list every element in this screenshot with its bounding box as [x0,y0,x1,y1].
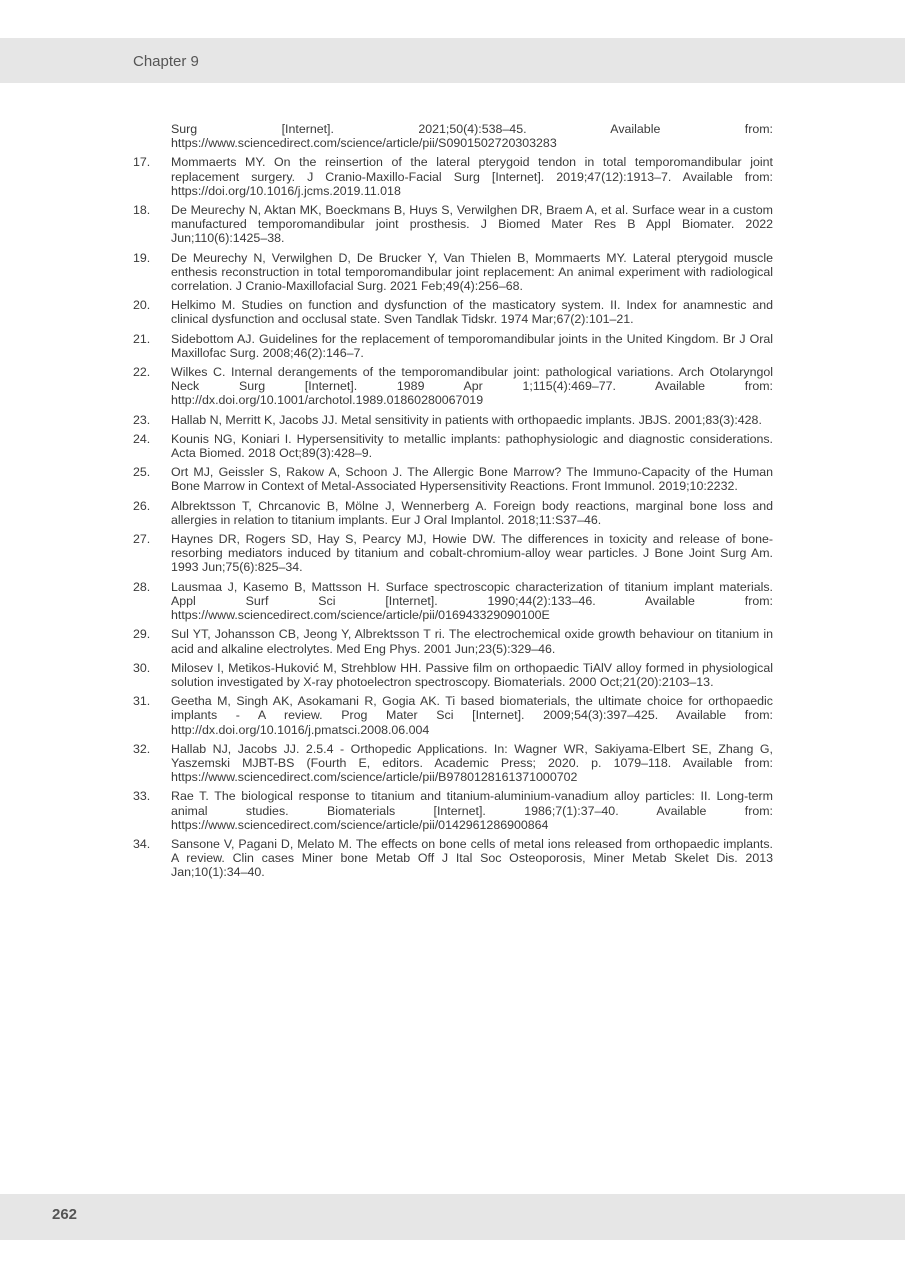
reference-number: 22. [133,365,151,380]
reference-text: Wilkes C. Internal derangements of the temporomandibular joint: pathological variations. Arch Otolaryngol Neck Surg [Internet]. 1989 Apr 1;115(4):469–77. Available from: http://dx.doi.org/10.1001/archotol.1989.01860280067019 [171,365,773,408]
reference-19 [133,251,773,294]
reference-number: 20. [133,298,151,313]
reference-number: 30. [133,660,151,675]
reference-number: 29. [133,627,151,642]
reference-23 [133,413,773,427]
reference-28 [133,580,773,623]
reference-21 [133,332,773,360]
reference-number: 27. [133,532,151,547]
reference-text: De Meurechy N, Aktan MK, Boeckmans B, Huys S, Verwilghen DR, Braem A, et al. Surface wear in a custom manufactured temporomandibular joint prosthesis. J Biomed Mater Res B Appl Biomater. 2022 Jun;110(6):1425–38. [171,203,773,246]
page-number: 262 [52,1206,78,1223]
reference-30 [133,661,773,689]
reference-number: 26. [133,498,151,513]
reference-number: 18. [133,203,151,218]
reference-text: Haynes DR, Rogers SD, Hay S, Pearcy MJ, Howie DW. The differences in toxicity and release of bone-resorbing mediators induced by titanium and cobalt-chromium-alloy wear particles. J Bone Joint Surg Am. 1993 Jun;75(6):825–34. [171,532,773,575]
reference-text: Sidebottom AJ. Guidelines for the replacement of temporomandibular joints in the United Kingdom. Br J Oral Maxillofac Surg. 2008;46(2):146–7. [171,331,773,360]
reference-text: Milosev I, Metikos-Huković M, Strehblow HH. Passive film on orthopaedic TiAlV alloy formed in physiological solution investigated by X-ray photoelectron spectroscopy. Biomaterials. 2000 Oct;21(20):2103–13. [171,660,773,689]
reference-number: 21. [133,331,151,346]
reference-number: 34. [133,836,151,851]
reference-27 [133,532,773,575]
reference-text: Ort MJ, Geissler S, Rakow A, Schoon J. The Allergic Bone Marrow? The Immuno-Capacity of the Human Bone Marrow in Context of Metal-Associated Hypersensitivity Reactions. Front Immunol. 2019;10:2232. [171,465,773,494]
reference-text: Sansone V, Pagani D, Melato M. The effects on bone cells of metal ions released from orthopaedic implants. A review. Clin cases Miner bone Metab Off J Ital Soc Osteoporosis, Miner Metab Skelet Dis. 2013 Jan;10(1):34–40. [171,836,773,880]
reference-33 [133,789,773,832]
reference-text: Rae T. The biological response to titanium and titanium-aluminium-vanadium alloy particles: II. Long-term animal studies. Biomaterials [Internet]. 1986;7(1):37–40. Available from: https://www.sciencedirect.com/science/article/pii/0142961286900864 [171,789,773,832]
reference-number-blank [133,122,171,150]
reference-text: Albrektsson T, Chrcanovic B, Mölne J, Wennerberg A. Foreign body reactions, marginal bone loss and allergies in relation to titanium implants. Eur J Oral Implantol. 2018;11:S37–46. [171,498,773,527]
reference-24 [133,432,773,460]
reference-20 [133,298,773,326]
reference-number: 23. [133,412,151,427]
reference-32 [133,742,773,785]
reference-number: 33. [133,789,151,804]
chapter-title: Chapter 9 [133,53,199,70]
reference-text: De Meurechy N, Verwilghen D, De Brucker Y, Van Thielen B, Mommaerts MY. Lateral pterygoid muscle enthesis reconstruction in total temporomandibular joint replacement: An animal experiment with radiological correlation. J Cranio-Maxillofacial Surg. 2021 Feb;49(4):256–68. [171,250,773,294]
reference-34 [133,837,773,880]
reference-number: 19. [133,250,151,265]
reference-number: 31. [133,694,151,709]
reference-31 [133,694,773,737]
reference-17 [133,155,773,198]
reference-25 [133,465,773,493]
reference-26 [133,499,773,527]
reference-29 [133,627,773,655]
reference-18 [133,203,773,246]
reference-number: 25. [133,465,151,480]
reference-22 [133,365,773,408]
reference-text: Geetha M, Singh AK, Asokamani R, Gogia AK. Ti based biomaterials, the ultimate choice for orthopaedic implants - A review. Prog Mater Sci [Internet]. 2009;54(3):397–425. Available from: http://dx.doi.org/10.1016/j.pmatsci.2008.06.004 [171,694,773,737]
reference-text: Mommaerts MY. On the reinsertion of the lateral pterygoid tendon in total temporomandibular joint replacement surgery. J Cranio-Maxillo-Facial Surg [Internet]. 2019;47(12):1913–7. Available from: https://doi.org/10.1016/j.jcms.2019.11.018 [171,155,773,198]
reference-continuation [133,122,773,150]
reference-text: Lausmaa J, Kasemo B, Mattsson H. Surface spectroscopic characterization of titanium implant materials. Appl Surf Sci [Internet]. 1990;44(2):133–46. Available from: https://www.sciencedirect.com/science/article/pii/016943329090100E [171,579,773,623]
reference-text: Kounis NG, Koniari I. Hypersensitivity to metallic implants: pathophysiologic and diagnostic considerations. Acta Biomed. 2018 Oct;89(3):428–9. [171,431,773,461]
reference-text: Hallab NJ, Jacobs JJ. 2.5.4 - Orthopedic Applications. In: Wagner WR, Sakiyama-Elbert SE, Zhang G, Yaszemski MJBT-BS (Fourth E, editors. Academic Press; 2020. p. 1079–118. Available from: https://www.sciencedirect.com/science/article/pii/B9780128161371000702 [171,741,773,785]
reference-text: Hallab N, Merritt K, Jacobs JJ. Metal sensitivity in patients with orthopaedic implants. JBJS. 2001;83(3):428. [171,412,762,427]
reference-number: 32. [133,741,151,756]
reference-list [133,122,773,885]
footer-band [0,1194,905,1240]
reference-number: 17. [133,155,151,170]
reference-number: 24. [133,431,151,446]
reference-text: Sul YT, Johansson CB, Jeong Y, Albrektsson T ri. The electrochemical oxide growth behaviour on titanium in acid and alkaline electrolytes. Med Eng Phys. 2001 Jun;23(5):329–46. [171,627,773,656]
reference-text: Surg [Internet]. 2021;50(4):538–45. Available from: https://www.sciencedirect.com/science/article/pii/S0901502720303283 [171,122,773,151]
reference-text: Helkimo M. Studies on function and dysfunction of the masticatory system. II. Index for anamnestic and clinical dysfunction and occlusal state. Sven Tandlak Tidskr. 1974 Mar;67(2):101–21. [171,298,773,327]
reference-number: 28. [133,579,151,594]
